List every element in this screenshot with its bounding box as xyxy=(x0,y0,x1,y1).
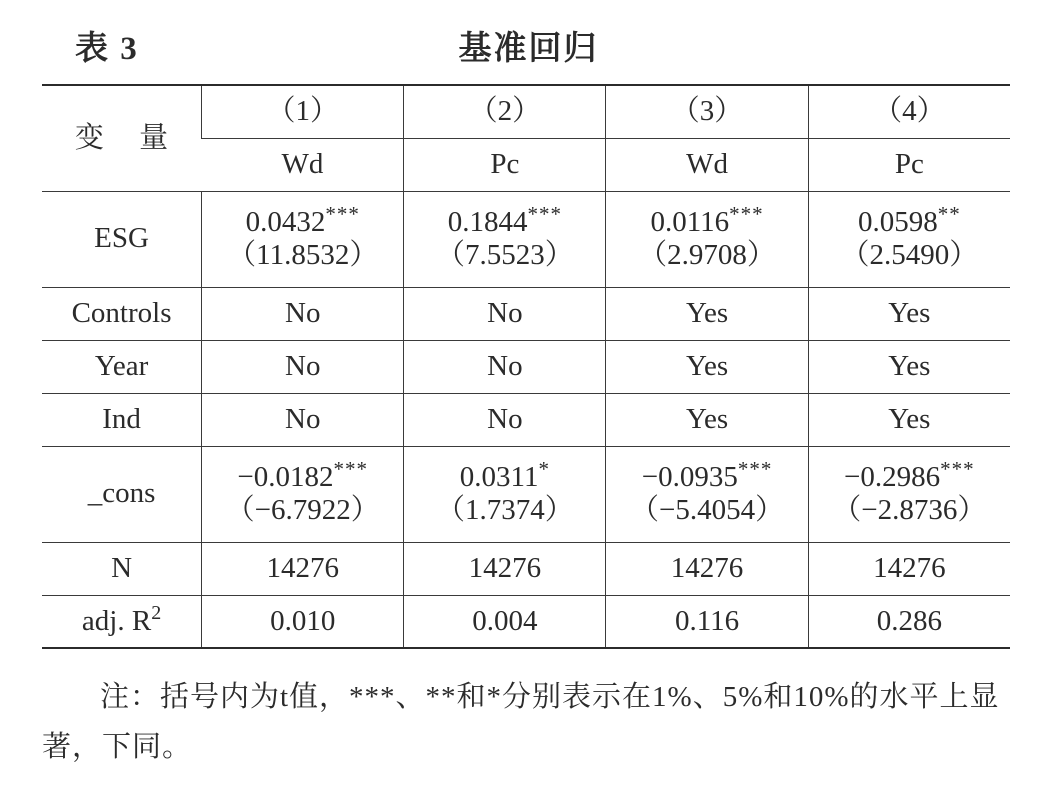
significance-stars: *** xyxy=(737,456,773,481)
year-cell-4: Yes xyxy=(808,340,1010,393)
significance-stars: *** xyxy=(940,456,975,481)
dependent-var-4: Pc xyxy=(808,138,1010,191)
coefficient: −0.0935*** xyxy=(641,456,773,493)
header-row-numbers xyxy=(42,85,1010,138)
row-label-n: N xyxy=(42,542,202,595)
coefficient: 0.0116*** xyxy=(650,201,764,238)
cons-cell-2 xyxy=(404,446,606,542)
esg-cell-3 xyxy=(606,191,808,287)
n-cell-1: 14276 xyxy=(202,542,404,595)
significance-stars: *** xyxy=(527,201,563,226)
dependent-var-2: Pc xyxy=(404,138,606,191)
column-number-1: （1） xyxy=(202,85,404,138)
table-row-ind xyxy=(42,393,1010,446)
year-cell-1: No xyxy=(202,340,404,393)
t-statistic: （7.5523） xyxy=(436,239,574,271)
ind-cell-4: Yes xyxy=(808,393,1010,446)
controls-cell-2: No xyxy=(404,287,606,340)
row-label-year: Year xyxy=(42,340,202,393)
dependent-var-1: Wd xyxy=(202,138,404,191)
esg-cell-2 xyxy=(404,191,606,287)
controls-cell-1: No xyxy=(202,287,404,340)
table-row-esg xyxy=(42,191,1010,287)
row-label-cons: _cons xyxy=(42,446,202,542)
n-cell-3: 14276 xyxy=(606,542,808,595)
year-cell-2: No xyxy=(404,340,606,393)
superscript-2: 2 xyxy=(151,601,162,624)
table-row-adj-r2 xyxy=(42,595,1010,648)
controls-cell-3: Yes xyxy=(606,287,808,340)
year-cell-3: Yes xyxy=(606,340,808,393)
controls-cell-4: Yes xyxy=(808,287,1010,340)
row-label-adj-r2: adj. $R^2$ xyxy=(42,595,202,648)
coefficient: 0.1844*** xyxy=(447,201,563,238)
r2-cell-4: 0.286 xyxy=(808,595,1010,648)
n-cell-2: 14276 xyxy=(404,542,606,595)
regression-table xyxy=(42,84,1010,649)
table-row-controls xyxy=(42,287,1010,340)
coefficient: −0.0182*** xyxy=(237,456,369,493)
t-statistic: （2.9708） xyxy=(638,239,776,271)
cons-cell-3 xyxy=(606,446,808,542)
coefficient: 0.0311* xyxy=(459,456,550,493)
coefficient: 0.0598** xyxy=(857,201,961,238)
column-number-2: （2） xyxy=(404,85,606,138)
column-number-3: （3） xyxy=(606,85,808,138)
coefficient: −0.2986*** xyxy=(844,456,975,493)
table-row-n xyxy=(42,542,1010,595)
column-number-4: （4） xyxy=(808,85,1010,138)
t-statistic: （−5.4054） xyxy=(629,494,785,526)
significance-stars: *** xyxy=(729,201,764,226)
t-statistic: （11.8532） xyxy=(227,239,379,271)
table-title-row xyxy=(0,18,1057,68)
ind-cell-1: No xyxy=(202,393,404,446)
table-row-cons xyxy=(42,446,1010,542)
table-row-year xyxy=(42,340,1010,393)
cons-cell-1 xyxy=(202,446,404,542)
cons-cell-4 xyxy=(808,446,1010,542)
significance-stars: ** xyxy=(937,201,961,226)
t-statistic: （−2.8736） xyxy=(832,494,987,526)
variable-header: 变 量 xyxy=(42,85,202,191)
t-statistic: （1.7374） xyxy=(436,494,574,526)
dependent-var-3: Wd xyxy=(606,138,808,191)
significance-stars: *** xyxy=(325,201,360,226)
table-note: 注：括号内为t值，***、**和*分别表示在1%、5%和10%的水平上显著，下同。 xyxy=(42,681,1000,763)
n-cell-4: 14276 xyxy=(808,542,1010,595)
ind-cell-3: Yes xyxy=(606,393,808,446)
esg-cell-1 xyxy=(202,191,404,287)
coefficient: 0.0432*** xyxy=(245,201,360,238)
r2-cell-2: 0.004 xyxy=(404,595,606,648)
esg-cell-4 xyxy=(808,191,1010,287)
r2-cell-1: 0.010 xyxy=(202,595,404,648)
t-statistic: （2.5490） xyxy=(840,239,979,271)
t-statistic: （−6.7922） xyxy=(225,494,380,526)
table-label: 表 3 xyxy=(75,31,139,67)
row-label-esg: ESG xyxy=(42,191,202,287)
significance-stars: * xyxy=(538,456,550,481)
r2-cell-3: 0.116 xyxy=(606,595,808,648)
row-label-ind: Ind xyxy=(42,393,202,446)
row-label-controls: Controls xyxy=(42,287,202,340)
significance-stars: *** xyxy=(333,456,369,481)
table-title: 基准回归 xyxy=(458,31,599,67)
ind-cell-2: No xyxy=(404,393,606,446)
